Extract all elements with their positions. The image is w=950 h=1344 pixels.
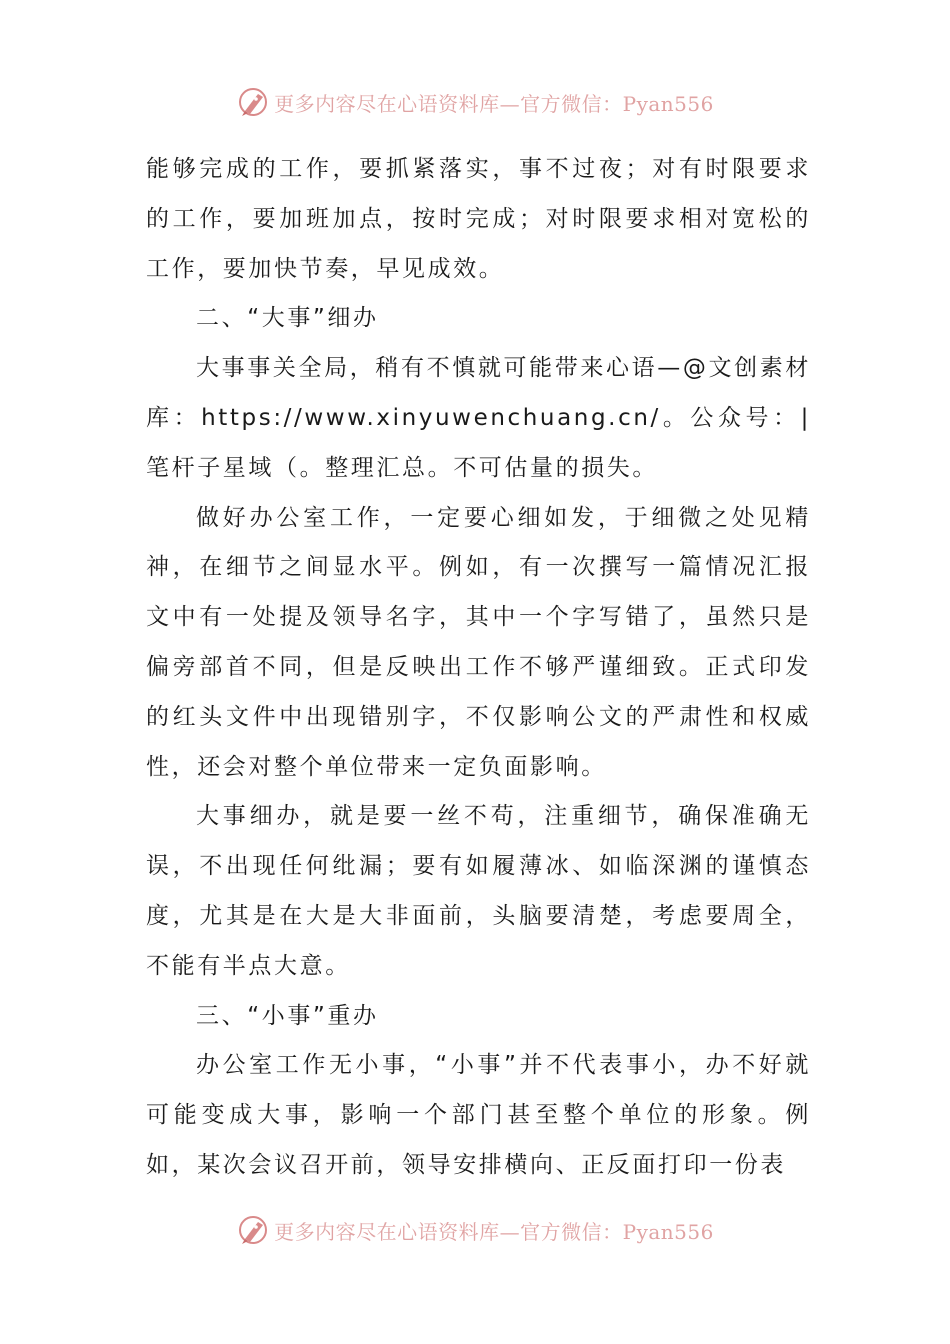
paragraph: 大事事关全局，稍有不慎就可能带来心语—@文创素材库：https://www.xinyuwenchuang.cn/。公众号：|笔杆子星域（。整理汇总。不可估量的损失。 bbox=[146, 355, 811, 481]
section-heading: 二、“大事”细办 bbox=[196, 305, 379, 332]
footer-banner bbox=[0, 1210, 950, 1250]
pen-nib-logo-icon bbox=[236, 1213, 270, 1247]
footer-banner-text: 更多内容尽在心语资料库—官方微信：Pyan556 bbox=[274, 1219, 714, 1244]
section-heading: 三、“小事”重办 bbox=[196, 1002, 379, 1029]
paragraph: 能够完成的工作，要抓紧落实，事不过夜；对有时限要求的工作，要加班加点，按时完成；对时限要求相对宽松的工作，要加快节奏，早见成效。 bbox=[146, 156, 811, 282]
paragraph: 大事细办，就是要一丝不苟，注重细节，确保准确无误，不出现任何纰漏；要有如履薄冰、如临深渊的谨慎态度，尤其是在大是大非面前，头脑要清楚，考虑要周全，不能有半点大意。 bbox=[146, 803, 811, 979]
document-body bbox=[146, 145, 811, 1191]
header-banner-text: 更多内容尽在心语资料库—官方微信：Pyan556 bbox=[274, 91, 714, 116]
header-banner bbox=[0, 82, 950, 122]
paragraph: 办公室工作无小事，“小事”并不代表事小，办不好就可能变成大事，影响一个部门甚至整个单位的形象。例如，某次会议召开前，领导安排横向、正反面打印一份表 bbox=[146, 1052, 811, 1178]
paragraph: 做好办公室工作，一定要心细如发，于细微之处见精神，在细节之间显水平。例如，有一次撰写一篇情况汇报文中有一处提及领导名字，其中一个字写错了，虽然只是偏旁部首不同，但是反映出工作不够严谨细致。正式印发的红头文件中出现错别字，不仅影响公文的严肃性和权威性，还会对整个单位带来一定负面影响。 bbox=[146, 504, 811, 780]
pen-nib-logo-icon bbox=[236, 85, 270, 119]
